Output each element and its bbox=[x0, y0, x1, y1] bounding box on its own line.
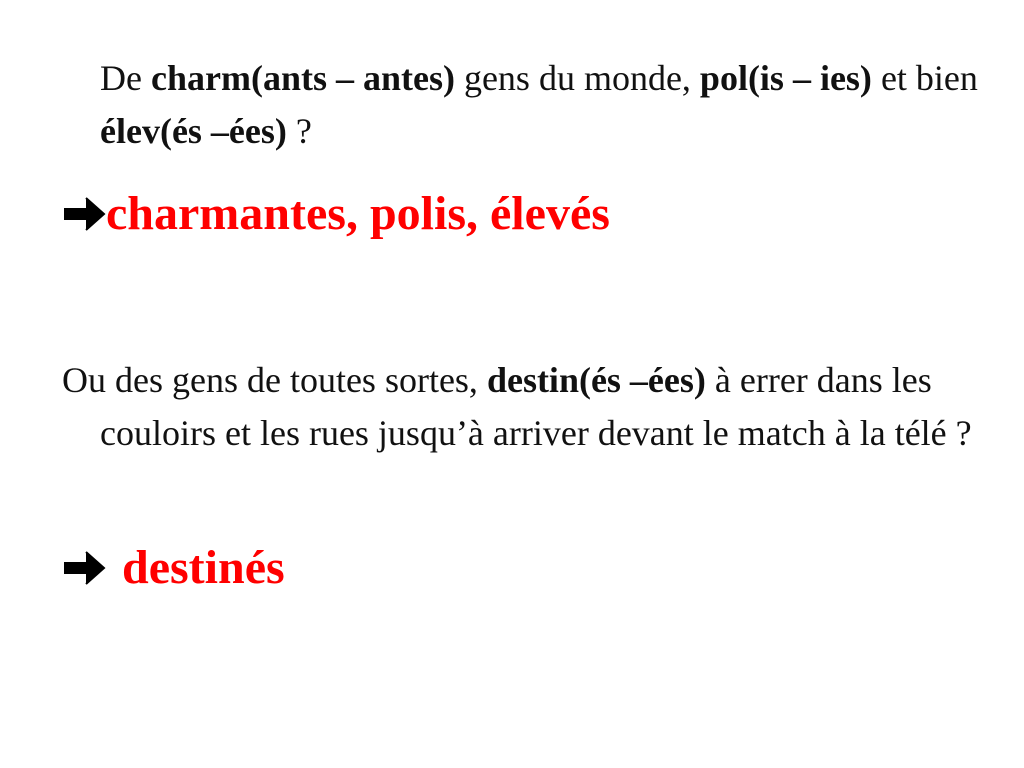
question-1 bbox=[62, 52, 1020, 158]
question-1-text-4: ? bbox=[286, 111, 312, 151]
right-arrow-icon bbox=[62, 189, 106, 239]
question-1-bold-1: charm(ants – antes) bbox=[150, 58, 455, 98]
question-2-text-1: Ou des gens de toutes sortes, bbox=[62, 360, 487, 400]
question-1-bold-3: élev(és –ées) bbox=[100, 111, 287, 151]
answer-1 bbox=[62, 186, 610, 242]
answer-2 bbox=[62, 540, 285, 596]
question-1-text-2: gens du monde, bbox=[454, 58, 700, 98]
question-1-text-1: De bbox=[100, 58, 151, 98]
answer-2-text: destinés bbox=[122, 541, 285, 594]
question-2 bbox=[62, 354, 1020, 460]
question-1-text-3: et bien bbox=[871, 58, 978, 98]
right-arrow-icon bbox=[62, 543, 106, 593]
question-2-text-2: à errer dans les couloirs et les rues jusqu’à arriver devant le match à la télé ? bbox=[100, 360, 972, 453]
answer-1-text: charmantes, polis, élevés bbox=[106, 187, 610, 240]
question-1-bold-2: pol(is – ies) bbox=[699, 58, 872, 98]
question-2-bold-1: destin(és –ées) bbox=[486, 360, 706, 400]
